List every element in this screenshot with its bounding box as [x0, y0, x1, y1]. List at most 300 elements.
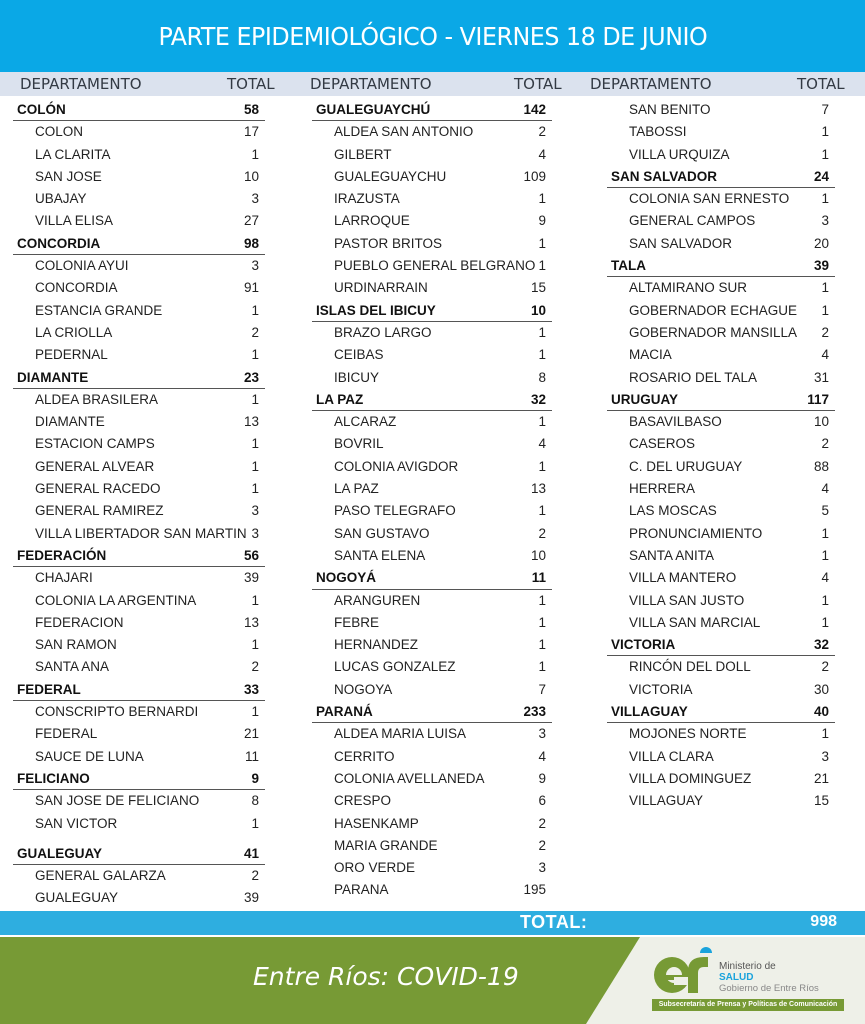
locality-row-name: ORO VERDE	[334, 860, 416, 876]
department-row	[312, 99, 552, 121]
locality-row	[13, 612, 265, 634]
department-row	[312, 389, 552, 411]
locality-row-name: GILBERT	[334, 146, 392, 162]
locality-row-total: 1	[538, 458, 546, 474]
locality-row-name: ARANGUREN	[334, 592, 421, 608]
locality-row-total: 13	[243, 614, 259, 630]
locality-row	[312, 590, 552, 612]
footer-band	[0, 937, 865, 1024]
locality-row	[607, 277, 835, 299]
locality-row-total: 1	[251, 436, 259, 452]
locality-row	[13, 656, 265, 678]
department-row-total: 32	[813, 637, 829, 653]
column-header-departamento: DEPARTAMENTO	[590, 75, 712, 93]
grand-total-bar	[0, 911, 865, 935]
locality-row	[607, 679, 835, 701]
locality-row-total: 1	[538, 191, 546, 207]
locality-row-total: 3	[251, 503, 259, 519]
locality-row-total: 1	[821, 547, 829, 563]
locality-row-total: 1	[538, 659, 546, 675]
locality-row-total: 1	[538, 324, 546, 340]
locality-row-total: 1	[821, 592, 829, 608]
locality-row-name: BOVRIL	[334, 436, 384, 452]
locality-row-total: 1	[251, 391, 259, 407]
locality-row-name: VILLAGUAY	[629, 793, 704, 809]
locality-row-total: 1	[821, 614, 829, 630]
department-row	[607, 166, 835, 188]
logo-line-ministerio: Ministerio de	[719, 961, 776, 972]
logo-line-salud: SALUD	[719, 972, 754, 983]
locality-row-name: COLONIA AVELLANEDA	[334, 770, 485, 786]
locality-row	[13, 634, 265, 656]
department-row	[607, 634, 835, 656]
locality-row	[312, 166, 552, 188]
locality-row	[607, 300, 835, 322]
locality-row	[312, 210, 552, 232]
locality-row	[607, 790, 835, 812]
locality-row-total: 2	[251, 868, 259, 884]
locality-row	[607, 545, 835, 567]
title-band	[0, 0, 865, 72]
locality-row-total: 2	[538, 124, 546, 140]
locality-row	[312, 656, 552, 678]
page-title: PARTE EPIDEMIOLÓGICO - VIERNES 18 DE JUNIO	[158, 21, 707, 51]
department-row	[607, 255, 835, 277]
locality-row	[13, 887, 265, 909]
locality-row	[13, 411, 265, 433]
department-row	[13, 768, 265, 790]
department-row-total: 233	[523, 704, 546, 720]
locality-row	[13, 144, 265, 166]
locality-row-total: 10	[530, 547, 546, 563]
locality-row-name: CASEROS	[629, 436, 696, 452]
locality-row-total: 1	[251, 302, 259, 318]
locality-row	[13, 322, 265, 344]
locality-row	[607, 523, 835, 545]
locality-row	[312, 813, 552, 835]
locality-row-name: GUALEGUAY	[35, 890, 119, 906]
locality-row	[13, 277, 265, 299]
locality-row	[312, 456, 552, 478]
locality-row	[312, 612, 552, 634]
logo-line-gobierno: Gobierno de Entre Ríos	[719, 983, 819, 994]
locality-row-name: SAN VICTOR	[35, 815, 118, 831]
locality-row-total: 1	[538, 503, 546, 519]
locality-row	[312, 411, 552, 433]
locality-row-name: LAS MOSCAS	[629, 503, 717, 519]
locality-row-total: 7	[538, 681, 546, 697]
locality-row-name: LA CRIOLLA	[35, 324, 113, 340]
locality-row	[607, 210, 835, 232]
locality-row	[13, 590, 265, 612]
locality-row-total: 1	[251, 458, 259, 474]
locality-row	[13, 300, 265, 322]
locality-row-total: 1	[251, 146, 259, 162]
department-row-total: 23	[243, 369, 259, 385]
department-row-name: FEDERAL	[17, 681, 81, 697]
locality-row-total: 10	[243, 168, 259, 184]
locality-row	[13, 567, 265, 589]
locality-row	[312, 679, 552, 701]
department-row-total: 11	[531, 570, 546, 586]
locality-row	[312, 768, 552, 790]
locality-row-name: COLONIA AYUI	[35, 258, 129, 274]
locality-row-total: 195	[523, 882, 546, 898]
locality-row-total: 4	[538, 436, 546, 452]
locality-row-total: 10	[813, 414, 829, 430]
locality-row-total: 1	[251, 704, 259, 720]
locality-row-total: 2	[821, 436, 829, 452]
table-column-left	[13, 99, 265, 910]
locality-row-name: SAN GUSTAVO	[334, 525, 430, 541]
locality-row-name: PUEBLO GENERAL BELGRANO	[334, 258, 536, 274]
locality-row-name: GENERAL GALARZA	[35, 868, 166, 884]
locality-row-name: COLONIA LA ARGENTINA	[35, 592, 197, 608]
department-row-name: FEDERACIÓN	[17, 547, 107, 563]
locality-row-name: PARANA	[334, 882, 389, 898]
locality-row	[607, 500, 835, 522]
locality-row-name: CEIBAS	[334, 347, 384, 363]
locality-row-name: GENERAL RAMIREZ	[35, 503, 164, 519]
locality-row	[13, 433, 265, 455]
locality-row-name: SAN JOSE DE FELICIANO	[35, 793, 200, 809]
locality-row-total: 1	[538, 414, 546, 430]
locality-row	[607, 723, 835, 745]
column-header-departamento: DEPARTAMENTO	[20, 75, 142, 93]
locality-row-total: 15	[530, 280, 546, 296]
locality-row	[13, 389, 265, 411]
locality-row-total: 4	[538, 146, 546, 162]
department-row	[13, 545, 265, 567]
locality-row-name: GOBERNADOR ECHAGUE	[629, 302, 798, 318]
locality-row-name: PASTOR BRITOS	[334, 235, 443, 251]
locality-row-total: 7	[821, 102, 829, 117]
locality-row-name: IBICUY	[334, 369, 380, 385]
department-row-total: 41	[243, 845, 259, 861]
locality-row-name: ALDEA BRASILERA	[35, 391, 159, 407]
locality-row-total: 9	[538, 770, 546, 786]
locality-row-name: TABOSSI	[629, 124, 687, 140]
locality-row-name: MOJONES NORTE	[629, 726, 747, 742]
locality-row-name: C. DEL URUGUAY	[629, 458, 743, 474]
locality-row-total: 1	[251, 637, 259, 653]
locality-row-name: VILLA MANTERO	[629, 570, 737, 586]
locality-row-total: 13	[243, 414, 259, 430]
locality-row-total: 6	[538, 793, 546, 809]
locality-row	[312, 746, 552, 768]
locality-row-total: 1	[821, 280, 829, 296]
locality-row-name: HERRERA	[629, 481, 696, 497]
locality-row	[607, 144, 835, 166]
department-row-name: TALA	[611, 258, 646, 274]
locality-row-total: 88	[813, 458, 829, 474]
grand-total-value: 998	[810, 913, 837, 930]
department-row	[13, 843, 265, 865]
locality-row-name: HASENKAMP	[334, 815, 419, 831]
locality-row	[13, 701, 265, 723]
locality-row	[312, 790, 552, 812]
ministry-logo-text	[719, 961, 819, 994]
locality-row	[13, 121, 265, 143]
department-row-name: URUGUAY	[611, 391, 679, 407]
locality-row-name: FEDERACION	[35, 614, 124, 630]
department-row-total: 32	[530, 391, 546, 407]
locality-row-name: COLON	[35, 124, 84, 140]
locality-row	[13, 746, 265, 768]
locality-row	[13, 723, 265, 745]
locality-row	[13, 166, 265, 188]
locality-row	[607, 590, 835, 612]
locality-row-name: GOBERNADOR MANSILLA	[629, 324, 798, 340]
locality-row-total: 91	[243, 280, 259, 296]
locality-row-total: 109	[523, 168, 546, 184]
locality-row-total: 1	[251, 347, 259, 363]
locality-row	[607, 233, 835, 255]
locality-row-total: 2	[538, 525, 546, 541]
locality-row-total: 2	[538, 837, 546, 853]
department-row-name: DIAMANTE	[17, 369, 89, 385]
grand-total-label: TOTAL:	[520, 912, 588, 932]
locality-row	[607, 322, 835, 344]
department-row-name: FELICIANO	[17, 770, 90, 786]
locality-row-name: ALTAMIRANO SUR	[629, 280, 748, 296]
locality-row-name: BRAZO LARGO	[334, 324, 432, 340]
locality-row-total: 2	[251, 659, 259, 675]
locality-row-total: 8	[251, 793, 259, 809]
locality-row	[312, 879, 552, 901]
er-logo-icon	[650, 945, 716, 995]
locality-row-name: VILLA SAN MARCIAL	[629, 614, 761, 630]
locality-row	[13, 523, 265, 545]
department-row-name: CONCORDIA	[17, 235, 101, 251]
locality-row-name: COLONIA SAN ERNESTO	[629, 191, 790, 207]
locality-row	[13, 790, 265, 812]
locality-row-total: 30	[813, 681, 829, 697]
locality-row-name: HERNANDEZ	[334, 637, 419, 653]
locality-row-total: 3	[251, 258, 259, 274]
department-row	[13, 99, 265, 121]
table-column-right	[607, 99, 835, 813]
locality-row	[312, 277, 552, 299]
department-row-name: SAN SALVADOR	[611, 168, 718, 184]
locality-row-total: 3	[538, 726, 546, 742]
locality-row-name: SANTA ANA	[35, 659, 110, 675]
locality-row-name: GENERAL RACEDO	[35, 481, 161, 497]
section-gap	[13, 835, 265, 843]
locality-row-total: 2	[538, 815, 546, 831]
locality-row-name: SAN JOSE	[35, 168, 102, 184]
locality-row-name: VILLA SAN JUSTO	[629, 592, 745, 608]
department-row-total: 58	[243, 102, 259, 117]
locality-row-name: FEBRE	[334, 614, 380, 630]
locality-row-name: SAUCE DE LUNA	[35, 748, 144, 764]
column-header-departamento: DEPARTAMENTO	[310, 75, 432, 93]
locality-row-name: ALDEA SAN ANTONIO	[334, 124, 474, 140]
footer-slogan: Entre Ríos: COVID-19	[253, 962, 519, 991]
department-row-total: 98	[243, 235, 259, 251]
locality-row-name: MARIA GRANDE	[334, 837, 438, 853]
department-row-total: 56	[243, 547, 259, 563]
locality-row	[312, 433, 552, 455]
locality-row	[312, 634, 552, 656]
locality-row-name: GENERAL CAMPOS	[629, 213, 756, 229]
locality-row	[13, 865, 265, 887]
locality-row-total: 1	[538, 235, 546, 251]
locality-row-name: DIAMANTE	[35, 414, 105, 430]
locality-row-total: 3	[251, 525, 259, 541]
locality-row	[607, 746, 835, 768]
department-row-name: VILLAGUAY	[611, 704, 688, 720]
locality-row-name: LUCAS GONZALEZ	[334, 659, 456, 675]
locality-row-total: 31	[813, 369, 829, 385]
locality-row-name: SAN SALVADOR	[629, 235, 733, 251]
locality-row-name: VILLA LIBERTADOR SAN MARTIN	[35, 525, 247, 541]
locality-row-total: 1	[538, 592, 546, 608]
locality-row	[13, 478, 265, 500]
locality-row	[312, 545, 552, 567]
locality-row-name: ESTACION CAMPS	[35, 436, 155, 452]
locality-row	[312, 367, 552, 389]
locality-row-total: 1	[251, 592, 259, 608]
department-row-total: 39	[813, 258, 829, 274]
locality-row	[312, 144, 552, 166]
locality-row-total: 1	[538, 614, 546, 630]
locality-row-name: LARROQUE	[334, 213, 410, 229]
locality-row	[13, 210, 265, 232]
locality-row-name: COLONIA AVIGDOR	[334, 458, 459, 474]
locality-row-total: 3	[821, 748, 829, 764]
locality-row	[312, 523, 552, 545]
locality-row-name: SAN BENITO	[629, 102, 711, 117]
department-row	[312, 300, 552, 322]
locality-row-total: 1	[538, 347, 546, 363]
locality-row-total: 20	[813, 235, 829, 251]
locality-row-total: 39	[243, 890, 259, 906]
department-row-name: PARANÁ	[316, 704, 373, 720]
locality-row-name: SANTA ANITA	[629, 547, 715, 563]
column-header-total: TOTAL	[227, 75, 275, 93]
locality-row-name: SANTA ELENA	[334, 547, 426, 563]
locality-row	[312, 857, 552, 879]
department-row-name: NOGOYÁ	[316, 570, 377, 586]
locality-row	[607, 768, 835, 790]
locality-row	[312, 500, 552, 522]
locality-row-name: NOGOYA	[334, 681, 393, 697]
locality-row-total: 2	[251, 324, 259, 340]
locality-row-name: UBAJAY	[35, 191, 87, 207]
locality-row-total: 11	[244, 748, 259, 764]
locality-row-total: 27	[243, 213, 259, 229]
locality-row-total: 4	[821, 570, 829, 586]
locality-row	[13, 500, 265, 522]
locality-row-total: 1	[821, 124, 829, 140]
locality-row-total: 4	[538, 748, 546, 764]
department-row-name: GUALEGUAYCHÚ	[316, 102, 431, 117]
department-row-name: GUALEGUAY	[17, 845, 103, 861]
locality-row-name: ALDEA MARIA LUISA	[334, 726, 467, 742]
locality-row-total: 3	[251, 191, 259, 207]
department-row-total: 9	[251, 770, 259, 786]
locality-row	[312, 478, 552, 500]
locality-row-total: 21	[243, 726, 259, 742]
department-row-name: VICTORIA	[611, 637, 676, 653]
department-row-total: 10	[530, 302, 546, 318]
locality-row	[607, 344, 835, 366]
table-column-middle	[312, 99, 552, 902]
locality-row-name: VILLA URQUIZA	[629, 146, 730, 162]
locality-row	[13, 344, 265, 366]
locality-row-total: 1	[251, 815, 259, 831]
locality-row-total: 2	[821, 659, 829, 675]
locality-row-total: 4	[821, 481, 829, 497]
locality-row	[312, 188, 552, 210]
column-header-total: TOTAL	[797, 75, 845, 93]
locality-row-name: PEDERNAL	[35, 347, 108, 363]
locality-row	[607, 567, 835, 589]
column-header-total: TOTAL	[514, 75, 562, 93]
locality-row	[312, 121, 552, 143]
department-row-total: 142	[523, 102, 546, 117]
department-row-total: 24	[813, 168, 829, 184]
locality-row	[607, 367, 835, 389]
locality-row-name: PRONUNCIAMIENTO	[629, 525, 763, 541]
logo-subsecretaria-strip: Subsecretaría de Prensa y Políticas de Comunicación	[652, 999, 844, 1011]
locality-row-name: SAN RAMON	[35, 637, 117, 653]
locality-row	[607, 478, 835, 500]
locality-row-total: 1	[538, 258, 546, 274]
department-row-total: 117	[807, 391, 829, 407]
locality-row	[607, 433, 835, 455]
department-row-name: ISLAS DEL IBICUY	[316, 302, 436, 318]
department-row	[13, 233, 265, 255]
locality-row-name: FEDERAL	[35, 726, 98, 742]
locality-row-total: 17	[243, 124, 259, 140]
department-row	[13, 367, 265, 389]
locality-row-name: VICTORIA	[629, 681, 693, 697]
locality-row-name: VILLA ELISA	[35, 213, 114, 229]
locality-row	[13, 456, 265, 478]
locality-row-total: 5	[821, 503, 829, 519]
locality-row-total: 3	[538, 860, 546, 876]
locality-row-name: IRAZUSTA	[334, 191, 400, 207]
locality-row-total: 13	[530, 481, 546, 497]
locality-row-total: 2	[821, 324, 829, 340]
locality-row-total: 1	[821, 525, 829, 541]
locality-row-name: CRESPO	[334, 793, 392, 809]
locality-row	[607, 99, 835, 121]
locality-row	[607, 456, 835, 478]
locality-row-name: CONSCRIPTO BERNARDI	[35, 704, 199, 720]
locality-row-total: 1	[821, 146, 829, 162]
locality-row	[607, 188, 835, 210]
locality-row-name: CONCORDIA	[35, 280, 118, 296]
locality-row	[312, 322, 552, 344]
locality-row-total: 1	[821, 302, 829, 318]
locality-row-name: ESTANCIA GRANDE	[35, 302, 163, 318]
locality-row-total: 1	[821, 726, 829, 742]
locality-row-total: 8	[538, 369, 546, 385]
locality-row-total: 21	[813, 770, 829, 786]
locality-row-name: GUALEGUAYCHU	[334, 168, 447, 184]
department-row	[607, 389, 835, 411]
locality-row-total: 9	[538, 213, 546, 229]
column-header-bar	[0, 72, 865, 96]
locality-row	[312, 835, 552, 857]
department-row-total: 33	[243, 681, 259, 697]
department-row	[312, 701, 552, 723]
department-row	[312, 567, 552, 589]
locality-row-total: 4	[821, 347, 829, 363]
